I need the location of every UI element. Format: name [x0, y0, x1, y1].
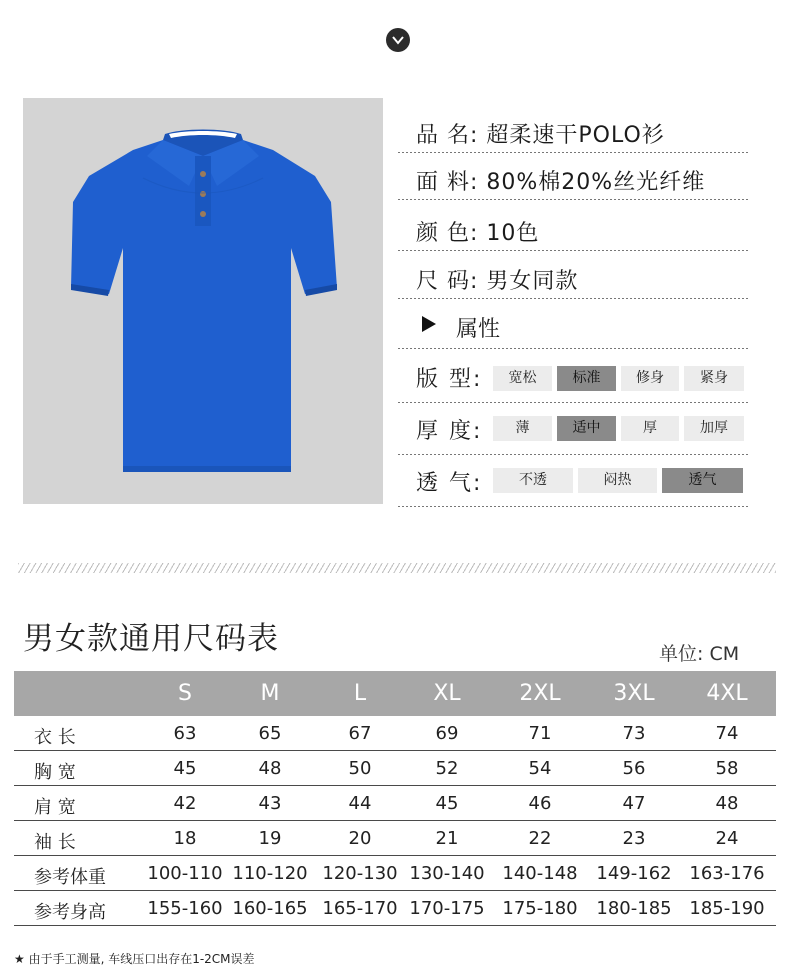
chip-breath-none[interactable]: 不透	[493, 468, 573, 493]
measurement-footnote: ★ 由于手工测量, 车线压口出存在1-2CM误差	[14, 952, 255, 966]
column-header: 2XL	[519, 681, 561, 706]
table-row: 参考体重 100-110 110-120 120-130 130-140 140-148 149-162 163-176	[14, 856, 776, 891]
size-chart-unit: 单位: CM	[659, 643, 740, 665]
table-row: 参考身高 155-160 160-165 165-170 170-175 175-180 180-185 185-190	[14, 891, 776, 926]
info-row-name: 品 名: 超柔速干POLO衫	[398, 106, 748, 153]
product-photo	[23, 98, 383, 504]
option-row-breathability: 透 气: 不透 闷热 透气	[398, 455, 748, 507]
chevron-down-circle-icon[interactable]	[386, 28, 410, 52]
column-header: L	[353, 681, 367, 706]
chip-breath-breathable[interactable]: 透气	[662, 468, 743, 493]
chip-thickness-medium[interactable]: 适中	[557, 416, 616, 441]
info-row-fabric: 面 料: 80%棉20%丝光纤维	[398, 153, 748, 200]
chip-fit-loose[interactable]: 宽松	[493, 366, 552, 391]
info-row-color: 颜 色: 10色	[398, 204, 748, 251]
column-header: M	[260, 681, 280, 706]
option-row-thickness: 厚 度: 薄 适中 厚 加厚	[398, 403, 748, 455]
chip-fit-slim[interactable]: 修身	[621, 366, 679, 391]
column-header: XL	[433, 681, 461, 706]
section-divider	[18, 563, 776, 573]
chip-breath-stuffy[interactable]: 闷热	[578, 468, 657, 493]
table-row: 胸 宽 45 48 50 52 54 56 58	[14, 751, 776, 786]
chip-fit-standard[interactable]: 标准	[557, 366, 616, 391]
table-row: 肩 宽 42 43 44 45 46 47 48	[14, 786, 776, 821]
table-row: 衣 长 63 65 67 69 71 73 74	[14, 716, 776, 751]
option-row-fit: 版 型: 宽松 标准 修身 紧身	[398, 351, 748, 403]
attributes-header: 属性	[398, 300, 748, 349]
polo-shirt-image	[23, 98, 383, 504]
table-row: 袖 长 18 19 20 21 22 23 24	[14, 821, 776, 856]
size-table	[14, 671, 776, 926]
chip-fit-tight[interactable]: 紧身	[684, 366, 744, 391]
chip-thickness-thin[interactable]: 薄	[493, 416, 552, 441]
column-header: 4XL	[706, 681, 748, 706]
chip-thickness-extra-thick[interactable]: 加厚	[684, 416, 744, 441]
chip-thickness-thick[interactable]: 厚	[621, 416, 679, 441]
table-header	[14, 671, 776, 716]
column-header: 3XL	[613, 681, 655, 706]
column-header: S	[178, 681, 192, 706]
info-row-size: 尺 码: 男女同款	[398, 252, 748, 299]
size-chart-title: 男女款通用尺码表	[23, 621, 279, 657]
triangle-right-icon	[422, 316, 436, 332]
